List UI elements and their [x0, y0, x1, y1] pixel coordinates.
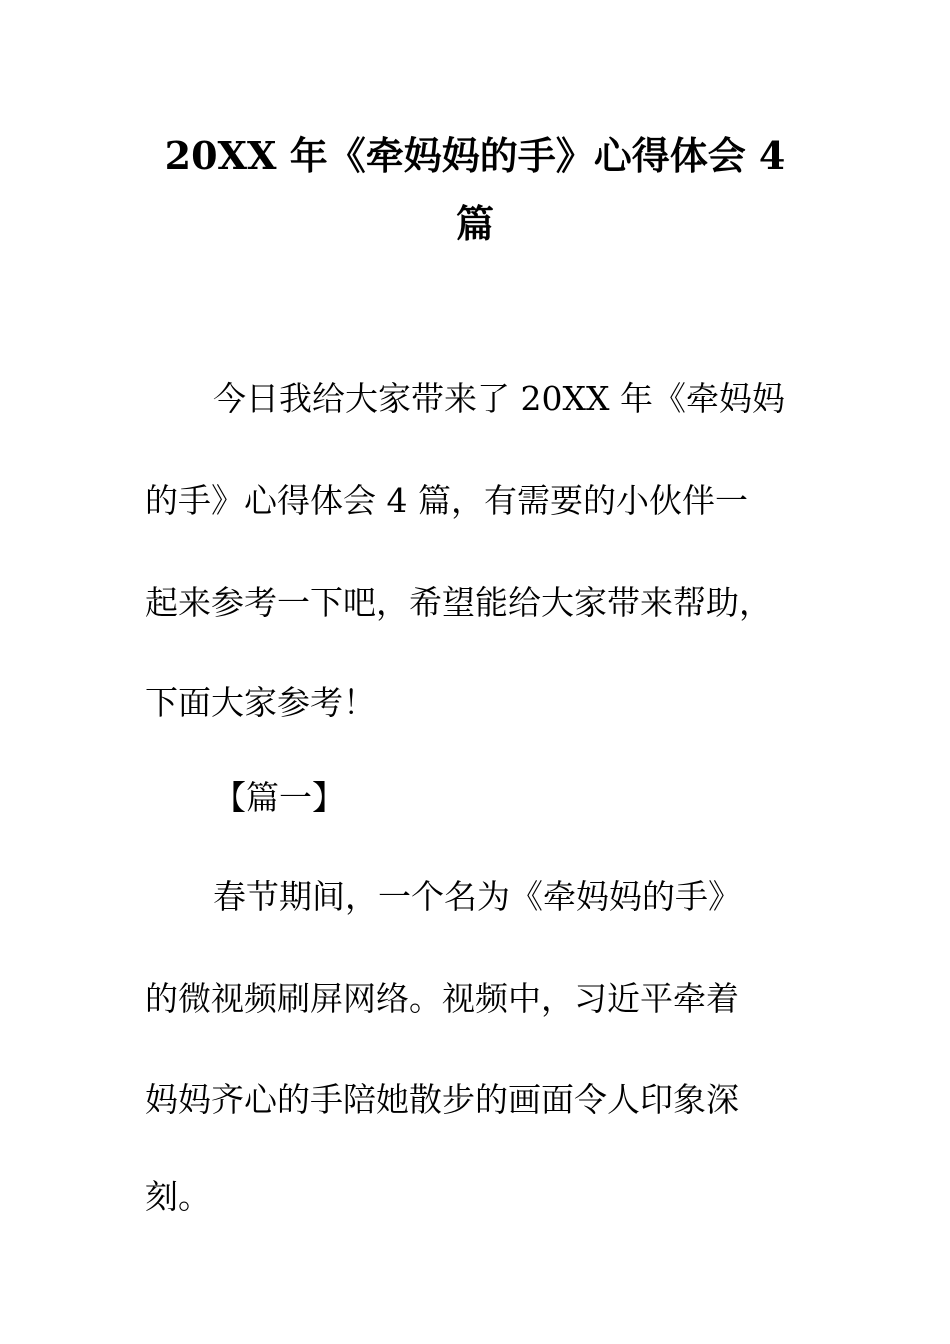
- intro-paragraph-line-1: 今日我给大家带来了 20XX 年《牵妈妈: [213, 379, 785, 418]
- document-title-line-1: 20XX 年《牵妈妈的手》心得体会 4: [164, 133, 786, 178]
- body-paragraph-line-4: 刻。: [145, 1177, 211, 1216]
- intro-paragraph-line-3: 起来参考一下吧，希望能给大家带来帮助，: [145, 583, 772, 622]
- section-heading: 【篇一】: [213, 778, 345, 817]
- body-paragraph-line-3: 妈妈齐心的手陪她散步的画面令人印象深: [145, 1080, 739, 1119]
- document-title-line-2: 篇: [455, 201, 494, 246]
- intro-paragraph-line-2: 的手》心得体会 4 篇，有需要的小伙伴一: [145, 481, 748, 520]
- body-paragraph-line-2: 的微视频刷屏网络。视频中，习近平牵着: [145, 979, 739, 1018]
- body-paragraph-line-1: 春节期间，一个名为《牵妈妈的手》: [213, 877, 741, 916]
- intro-paragraph-line-4: 下面大家参考！: [145, 683, 376, 722]
